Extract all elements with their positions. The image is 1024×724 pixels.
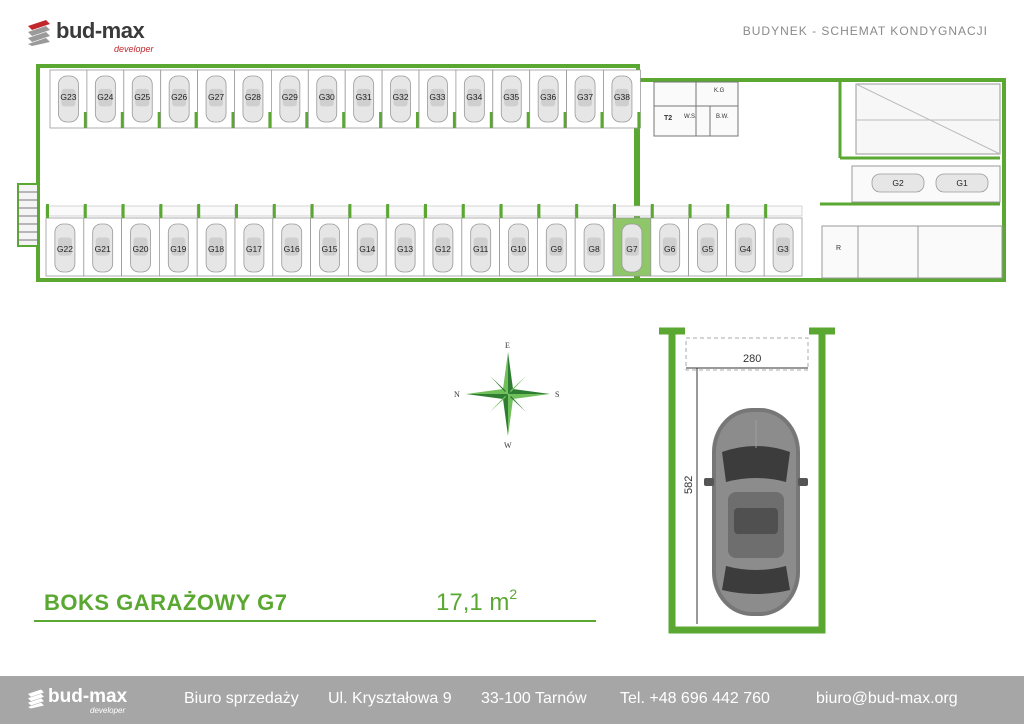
room-label-kg: K.G xyxy=(714,88,725,94)
garage-box-g16 xyxy=(273,204,311,276)
box-area-unit-exponent: 2 xyxy=(509,586,518,602)
garage-label-g13: G13 xyxy=(397,244,414,254)
garage-box-g21 xyxy=(84,204,122,276)
garage-label-g23: G23 xyxy=(60,92,77,102)
box-area-value: 17,1 m xyxy=(436,589,510,616)
garage-label-g35: G35 xyxy=(503,92,520,102)
garage-box-g17 xyxy=(235,204,273,276)
garage-box-g11 xyxy=(462,204,500,276)
garage-label-g14: G14 xyxy=(359,244,376,254)
compass-rose-icon xyxy=(454,341,559,450)
garage-label-g32: G32 xyxy=(392,92,409,102)
garage-label-g10: G10 xyxy=(510,244,527,254)
garage-box-g12 xyxy=(424,204,462,276)
garage-box-g22 xyxy=(46,204,84,276)
garage-box-g19 xyxy=(159,204,197,276)
garage-box-g9 xyxy=(537,204,575,276)
garage-label-g30: G30 xyxy=(318,92,335,102)
garage-label-g19: G19 xyxy=(170,244,187,254)
garage-label-g21: G21 xyxy=(94,244,111,254)
garage-label-g3: G3 xyxy=(777,244,789,254)
garage-box-g4 xyxy=(726,204,764,276)
brand-name: bud-max xyxy=(56,18,145,43)
footer-street: Ul. Kryształowa 9 xyxy=(328,690,452,707)
title-underline xyxy=(34,620,596,622)
car-top-view-icon xyxy=(704,408,808,616)
brand-sub: developer xyxy=(114,44,154,54)
garage-label-g24: G24 xyxy=(97,92,114,102)
garage-box-g5 xyxy=(689,204,727,276)
garage-label-g33: G33 xyxy=(429,92,446,102)
garage-label-g27: G27 xyxy=(208,92,225,102)
compass-n-label: N xyxy=(454,390,460,399)
room-label-t2: T2 xyxy=(664,115,673,122)
compass-w-label: W xyxy=(504,441,512,450)
garage-label-g36: G36 xyxy=(540,92,557,102)
storage-rooms xyxy=(822,226,1002,278)
garage-box-g8 xyxy=(575,204,613,276)
box-title: BOKS GARAŻOWY G7 xyxy=(44,590,288,615)
garage-label-g7: G7 xyxy=(626,244,638,254)
garage-label-g5: G5 xyxy=(701,244,714,254)
garage-label-g38: G38 xyxy=(613,92,630,102)
staircase xyxy=(18,184,38,246)
garage-box-g7 xyxy=(613,204,651,276)
garage-label-g18: G18 xyxy=(208,244,225,254)
garage-label-g17: G17 xyxy=(245,244,262,254)
depth-dimension-label: 582 xyxy=(683,475,695,494)
garage-box-g14 xyxy=(348,204,386,276)
room-label-r: R xyxy=(836,245,842,252)
garage-label-g15: G15 xyxy=(321,244,338,254)
room-label-ws: W.S. xyxy=(684,114,697,120)
garage-label-g37: G37 xyxy=(577,92,594,102)
garage-box-g13 xyxy=(386,204,424,276)
garage-label-g9: G9 xyxy=(550,244,562,254)
garage-label-g20: G20 xyxy=(132,244,149,254)
garage-label-g22: G22 xyxy=(56,244,73,254)
garage-label-g16: G16 xyxy=(283,244,300,254)
footer-city: 33-100 Tarnów xyxy=(481,690,587,707)
garage-label-g6: G6 xyxy=(664,244,676,254)
garage-label-g12: G12 xyxy=(434,244,451,254)
garage-box-g15 xyxy=(311,204,349,276)
box-detail-drawing xyxy=(659,331,835,630)
footer-office: Biuro sprzedaży xyxy=(184,690,299,707)
compass-e-label: E xyxy=(505,341,510,350)
garage-label-g29: G29 xyxy=(281,92,298,102)
garage-label-g34: G34 xyxy=(466,92,483,102)
box-area xyxy=(436,588,517,617)
garage-box-g18 xyxy=(197,204,235,276)
footer-logo xyxy=(28,686,138,716)
footer-logo-mark-icon xyxy=(28,689,44,709)
garage-box-g20 xyxy=(122,204,160,276)
footer-phone[interactable]: Tel. +48 696 442 760 xyxy=(620,690,770,707)
garage-box-g3 xyxy=(764,204,802,276)
garage-label-g4: G4 xyxy=(739,244,751,254)
garage-label-g26: G26 xyxy=(171,92,188,102)
garage-box-g6 xyxy=(651,204,689,276)
footer-brand-name: bud-max xyxy=(48,686,128,707)
page-header-title: BUDYNEK - SCHEMAT KONDYGNACJI xyxy=(742,24,988,38)
room-label-bw: B.W. xyxy=(716,114,729,120)
garage-label-g1: G1 xyxy=(956,178,968,188)
garage-label-g8: G8 xyxy=(588,244,600,254)
garage-label-g28: G28 xyxy=(244,92,261,102)
garage-box-g10 xyxy=(500,204,538,276)
footer-email[interactable]: biuro@bud-max.org xyxy=(816,690,958,707)
garage-label-g2: G2 xyxy=(892,178,904,188)
compass-s-label: S xyxy=(555,390,560,399)
footer-brand-sub: developer xyxy=(90,706,126,715)
garage-label-g31: G31 xyxy=(355,92,372,102)
width-dimension-label: 280 xyxy=(743,353,762,365)
garage-label-g11: G11 xyxy=(472,244,489,254)
garage-label-g25: G25 xyxy=(134,92,151,102)
